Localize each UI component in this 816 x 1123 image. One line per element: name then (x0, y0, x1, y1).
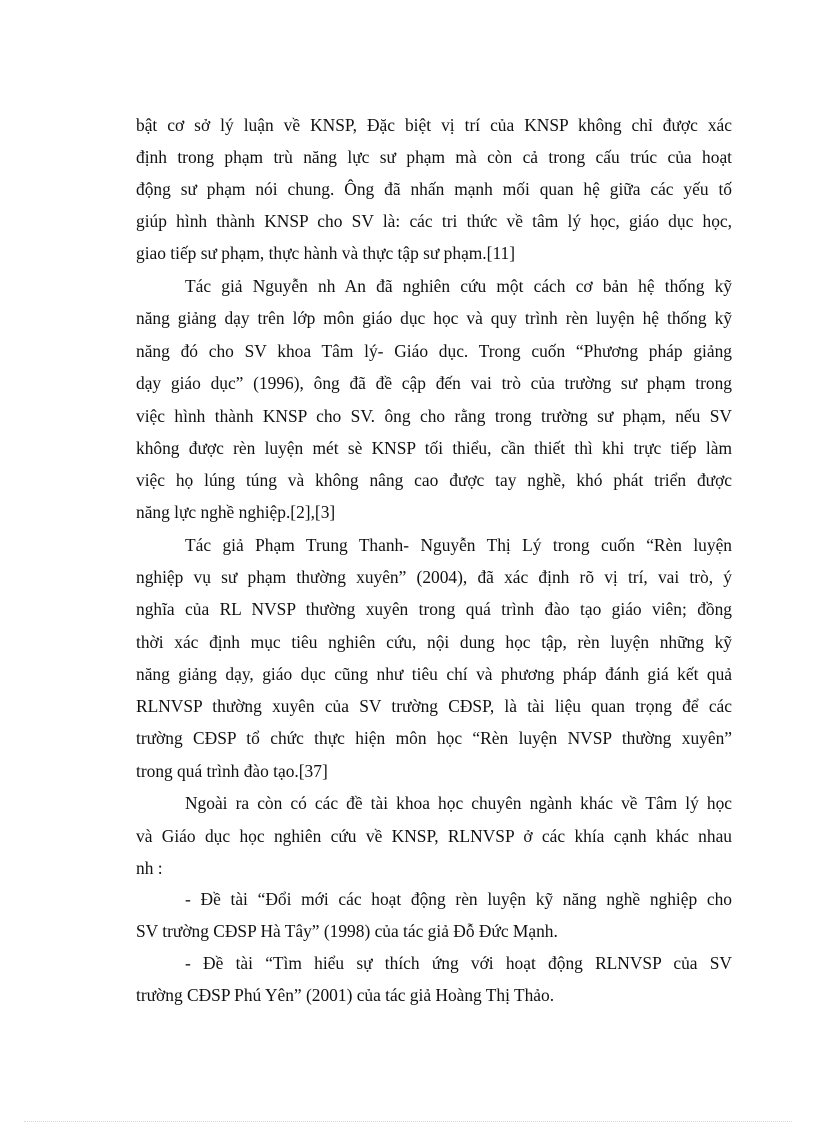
page-bottom-divider (24, 1121, 792, 1122)
text-line: dạy giáo dục” (1996), ông đã đề cập đến vai trò của trường sư phạm trong (136, 373, 732, 393)
text-line: năng đó cho SV khoa Tâm lý- Giáo dục. Trong cuốn “Phương pháp giảng (136, 341, 732, 361)
text-line: không được rèn luyện mét sè KNSP tối thiểu, cần thiết thì khi trực tiếp làm (136, 438, 732, 458)
text-line: Ngoài ra còn có các đề tài khoa học chuyên ngành khác về Tâm lý học (185, 793, 732, 813)
text-line: năng giảng dạy trên lớp môn giáo dục học và quy trình rèn luyện hệ thống kỹ (136, 308, 732, 328)
text-line: Tác giả Nguyễn nh An đã nghiên cứu một cách cơ bản hệ thống kỹ (185, 276, 732, 296)
text-line: giao tiếp sư phạm, thực hành và thực tập sư phạm.[11] (136, 243, 515, 263)
text-line: Tác giả Phạm Trung Thanh- Nguyễn Thị Lý trong cuốn “Rèn luyện (185, 535, 732, 555)
text-line: - Đề tài “Đổi mới các hoạt động rèn luyện kỹ năng nghề nghiệp cho (185, 889, 732, 909)
text-line: việc họ lúng túng và không nâng cao được tay nghề, khó phát triển được (136, 470, 732, 490)
text-line: trong quá trình đào tạo.[37] (136, 761, 328, 781)
text-line: nh : (136, 858, 163, 878)
text-line: trường CĐSP tổ chức thực hiện môn học “Rèn luyện NVSP thường xuyên” (136, 728, 732, 748)
text-line: - Đề tài “Tìm hiểu sự thích ứng với hoạt động RLNVSP của SV (185, 953, 732, 973)
text-line: trường CĐSP Phú Yên” (2001) của tác giả Hoàng Thị Thảo. (136, 985, 555, 1005)
text-line: thời xác định mục tiêu nghiên cứu, nội dung học tập, rèn luyện những kỹ (136, 632, 732, 652)
text-line: động sư phạm nói chung. Ông đã nhấn mạnh mối quan hệ giữa các yếu tố (136, 179, 732, 199)
text-line: năng lực nghề nghiệp.[2],[3] (136, 502, 336, 522)
text-line: và Giáo dục học nghiên cứu về KNSP, RLNVSP ở các khía cạnh khác nhau (136, 826, 732, 846)
text-line: RLNVSP thường xuyên của SV trường CĐSP, là tài liệu quan trọng để các (136, 696, 732, 716)
text-line: năng giảng dạy, giáo dục cũng như tiêu chí và phương pháp đánh giá kết quả (136, 664, 732, 684)
text-line: SV trường CĐSP Hà Tây” (1998) của tác giả Đỗ Đức Mạnh. (136, 921, 558, 941)
text-line: nghiệp vụ sư phạm thường xuyên” (2004), đã xác định rõ vị trí, vai trò, ý (136, 567, 732, 587)
text-line: nghĩa của RL NVSP thường xuyên trong quá trình đào tạo giáo viên; đồng (136, 599, 732, 619)
text-line: giúp hình thành KNSP cho SV là: các tri thức về tâm lý học, giáo dục học, (136, 211, 732, 231)
text-line: định trong phạm trù năng lực sư phạm mà còn cả trong cấu trúc của hoạt (136, 147, 732, 167)
text-line: việc hình thành KNSP cho SV. ông cho rằng trong trường sư phạm, nếu SV (136, 406, 732, 426)
text-line: bật cơ sở lý luận về KNSP, Đặc biệt vị trí của KNSP không chỉ được xác (136, 115, 732, 135)
